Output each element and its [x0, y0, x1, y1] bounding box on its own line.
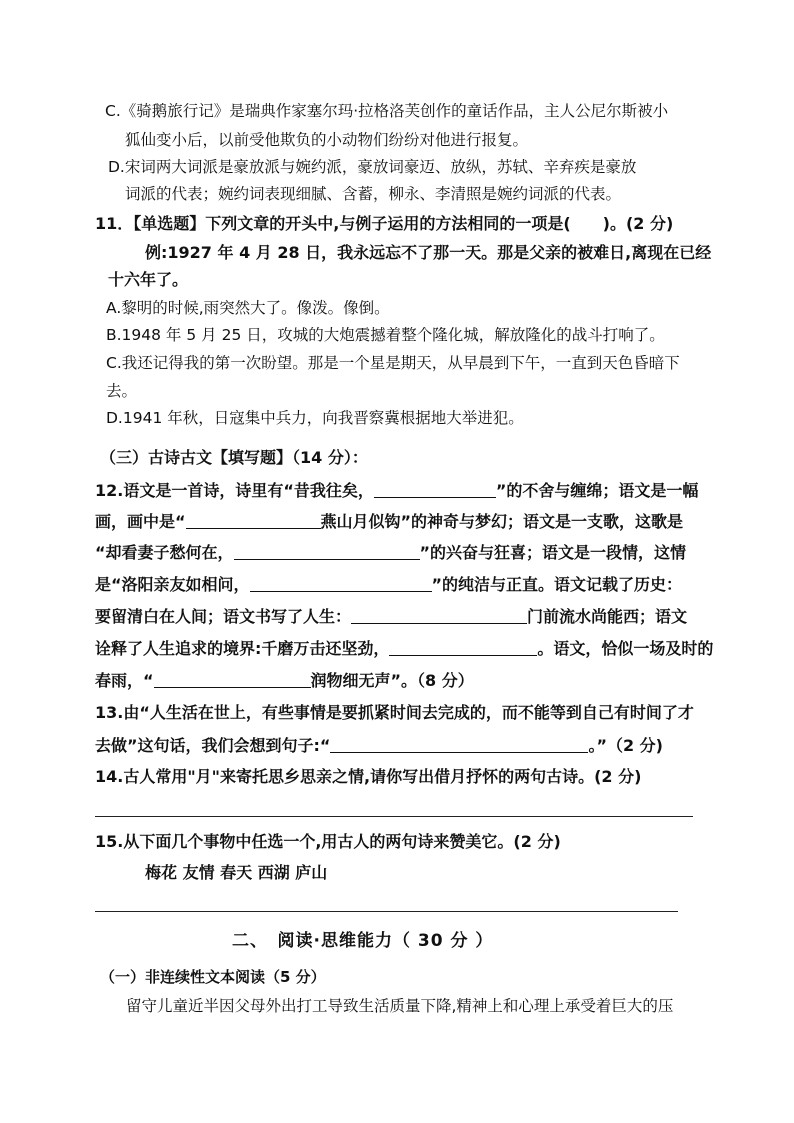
q11-option-c-line1: C.我还记得我的第一次盼望。那是一个星是期天，从早晨到下午，一直到天色昏暗下 [106, 354, 680, 372]
q12-line1-text-b: ”的不舍与缠绵；语文是一幅 [495, 481, 699, 500]
q14-answer-line[interactable] [95, 816, 693, 817]
q12-line3-text-a: “却看妻子愁何在， [95, 543, 234, 562]
q12-line2-text-b: 燕山月似钩”的神奇与梦幻；语文是一支歌，这歌是 [320, 512, 684, 531]
q12-line3-text-b: ”的兴奋与狂喜；语文是一段情，这情 [419, 543, 687, 562]
q15-stem: 15.从下面几个事物中任选一个,用古人的两句诗来赞美它。(2 分) [95, 832, 561, 851]
q15-items: 梅花 友情 春天 西湖 庐山 [145, 863, 328, 882]
q10-option-c-line2: 狐仙变小后，以前受他欺负的小动物们纷纷对他进行报复。 [125, 131, 529, 149]
section3-heading: （三）古诗古文【填写题】（14 分）： [100, 448, 368, 467]
q11-example-line1: 例:1927 年 4 月 28 日，我永远忘不了那一天。那是父亲的被难日,离现在已经 [145, 243, 712, 262]
q12-line3 [95, 544, 686, 561]
q12-line4-text-a: 是“洛阳亲友如相问， [95, 575, 250, 594]
q13-line2 [95, 737, 663, 754]
q12-line6-text-b: 。语文，恰似一场及时的 [537, 639, 714, 658]
q13-line1: 13.由“人生活在世上，有些事情是要抓紧时间去完成的，而不能等到自己有时间了才 [95, 703, 694, 722]
q10-option-d-line2: 词派的代表；婉约词表现细腻、含蓄，柳永、李清照是婉约词派的代表。 [125, 185, 622, 203]
q12-line7-text-b: 润物细无声”。（8 分） [310, 671, 474, 690]
part2-title: 二、 阅读·思维能力（ 30 分 ） [232, 931, 494, 951]
q12-line6 [95, 640, 713, 657]
q12-line5-text-a: 要留清白在人间；语文书写了人生： [95, 607, 352, 626]
q11-option-b: B.1948 年 5 月 25 日，攻城的大炮震撼着整个隆化城，解放隆化的战斗打响了。 [106, 326, 665, 344]
q12-line7-text-a: 春雨，“ [95, 671, 154, 690]
q13-line2-text-b: 。”（2 分) [588, 736, 663, 755]
q12-blank-1[interactable] [374, 482, 496, 498]
part2-subheading: （一）非连续性文本阅读（5 分） [100, 968, 326, 986]
q12-blank-4[interactable] [250, 576, 432, 592]
q11-example-line2: 十六年了。 [108, 270, 189, 289]
q12-blank-2[interactable] [186, 513, 321, 529]
q10-option-c-line1: C.《骑鹅旅行记》是瑞典作家塞尔玛·拉格洛芙创作的童话作品，主人公尼尔斯被小 [105, 102, 669, 120]
q14-stem: 14.古人常用"月"来寄托思乡思亲之情,请你写出借月抒怀的两句古诗。(2 分) [95, 767, 642, 786]
q12-blank-6[interactable] [389, 640, 537, 656]
q11-stem: 11．【单选题】下列文章的开头中,与例子运用的方法相同的一项是( )。(2 分) [95, 214, 674, 233]
q12-line5 [95, 608, 687, 625]
q12-blank-3[interactable] [234, 544, 420, 560]
q15-answer-line[interactable] [95, 911, 678, 912]
q12-line1 [95, 482, 698, 499]
q12-line2-text-a: 画，画中是“ [95, 512, 186, 531]
q13-blank[interactable] [330, 737, 588, 753]
q12-line1-text-a: 12.语文是一首诗，诗里有“昔我往矣， [95, 481, 374, 500]
q13-line2-text-a: 去做”这句话，我们会想到句子:“ [95, 736, 331, 755]
part2-paragraph: 留守儿童近半因父母外出打工导致生活质量下降,精神上和心理上承受着巨大的压 [126, 997, 674, 1015]
q10-option-d-line1: D.宋词两大词派是豪放派与婉约派，豪放词豪迈、放纵，苏轼、辛弃疾是豪放 [108, 158, 637, 176]
q12-line7 [95, 672, 474, 689]
q11-option-c-line2: 去。 [106, 382, 138, 400]
q12-line4 [95, 576, 682, 593]
q12-line4-text-b: ”的纯洁与正直。语文记载了历史： [431, 575, 683, 594]
q12-line2 [95, 513, 683, 530]
q12-line5-text-b: 门前流水尚能西；语文 [527, 607, 688, 626]
q12-blank-5[interactable] [351, 608, 527, 624]
q11-option-a: A.黎明的时候,雨突然大了。像泼。像倒。 [106, 299, 390, 317]
q12-blank-7[interactable] [154, 672, 311, 688]
q11-option-d: D.1941 年秋，日寇集中兵力，向我晋察冀根据地大举进犯。 [106, 409, 524, 427]
q12-line6-text-a: 诠释了人生追求的境界:千磨万击还坚劲， [95, 639, 390, 658]
